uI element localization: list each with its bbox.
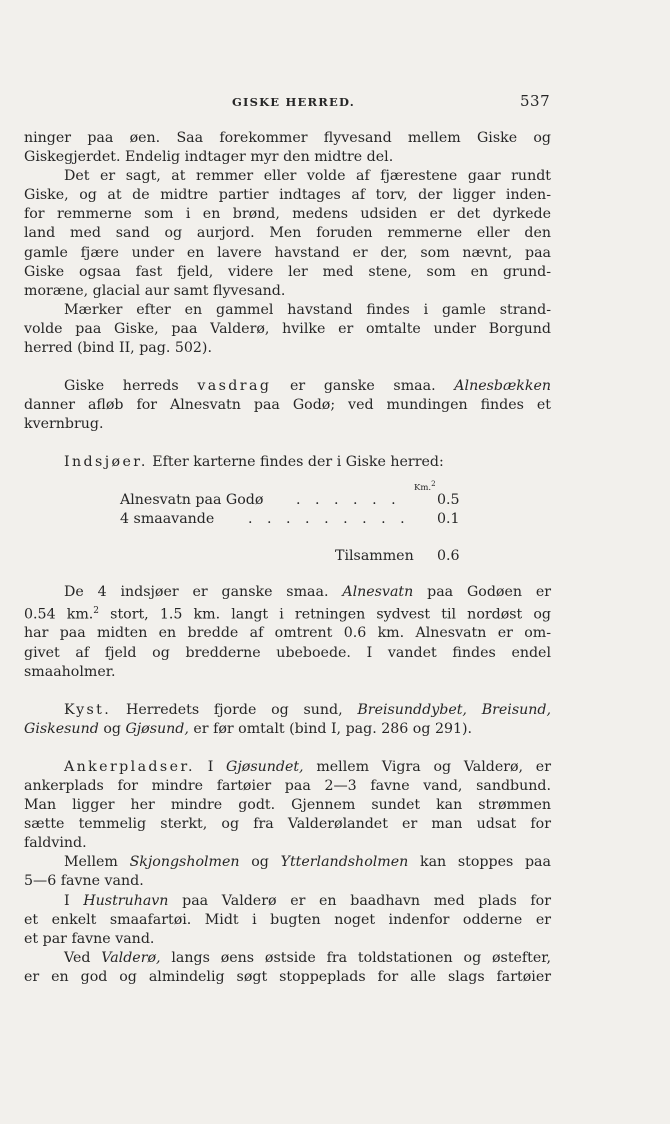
text-line: Det er sagt, at remmer eller volde af fjærestene gaar rundt	[64, 168, 551, 185]
paragraph-hustruhavn	[24, 892, 551, 949]
text-line: smaaholmer.	[24, 663, 116, 680]
running-title: GISKE HERRED.	[232, 95, 355, 109]
text-run: kan stoppes paa	[419, 854, 551, 871]
spacer	[24, 358, 551, 377]
paragraph-ankerpladser	[24, 758, 551, 853]
text-run: 0.54 km.	[24, 606, 94, 623]
text-line	[24, 853, 551, 872]
text-line: danner afløb for Alnesvatn paa Godø; ved mundingen findes et	[24, 397, 551, 414]
text-run: langs øens østside fra toldstationen og østefter,	[171, 949, 552, 966]
paragraph-lakes	[24, 583, 551, 682]
table-total-label: Tilsammen	[335, 547, 414, 564]
text-run: Giske herreds	[64, 378, 179, 395]
spacer	[24, 739, 551, 758]
section-keyword: Kyst.	[64, 701, 112, 718]
text-run: paa Godøen er	[427, 583, 552, 600]
text-line: et par favne vand.	[24, 930, 155, 947]
text-run: mellem Vigra og Valderø, er	[316, 758, 551, 775]
text-line: gamle fjære under en lavere havstand er der, som nævnt, paa	[24, 244, 551, 261]
paragraph-vasdrag	[24, 377, 551, 434]
place-name: Alnesvatn	[342, 583, 414, 600]
text-line: Man ligger her mindre godt. Gjennem sundet kan strømmen	[24, 797, 551, 814]
text-line	[24, 949, 551, 968]
text-line	[24, 377, 551, 396]
text-run: paa Valderø er en baadhavn med plads for	[182, 892, 552, 909]
text-run: stort, 1.5 km. langt i retningen sydvest til nordøst og	[110, 606, 551, 623]
text-line: 5—6 favne vand.	[24, 873, 144, 890]
section-keyword: vasdrag	[197, 378, 272, 395]
text-run: er ganske smaa.	[289, 378, 436, 395]
place-name: Ytterlandsholmen	[280, 854, 409, 871]
lakes-table	[24, 473, 551, 583]
place-name: Valderø,	[101, 949, 161, 966]
paragraph-valdero	[24, 949, 551, 987]
text-run: og	[251, 854, 269, 871]
text-line: faldvind.	[24, 835, 87, 852]
place-name: Gjøsund,	[125, 720, 189, 737]
text-line: Giske, og at de midtre partier indtages af torv, der ligger inden-	[24, 187, 551, 204]
text-line: kvernbrug.	[24, 416, 104, 433]
paragraph-2	[24, 167, 551, 301]
text-line: har paa midten en bredde af omtrent 0.6 km. Alnesvatn er om-	[24, 625, 551, 642]
text-line: et enkelt smaafartøi. Midt i bugten noget indenfor odderne er	[24, 911, 551, 928]
text-line	[24, 758, 551, 777]
section-keyword: Ankerpladser.	[64, 758, 195, 775]
text-line: givet af fjeld og bredderne ubeboede. I vandet findes endel	[24, 644, 551, 661]
place-name: Breisunddybet,	[357, 701, 467, 718]
place-name: Hustruhavn	[83, 892, 169, 909]
text-line: volde paa Giske, paa Valderø, hvilke er omtalte under Borgund	[24, 320, 551, 337]
unit-header: Km.$^2$	[414, 478, 436, 493]
text-run: og	[103, 720, 121, 737]
text-line: sætte temmelig sterkt, og fra Valderølandet er man udsat for	[24, 816, 551, 833]
paragraph-1	[24, 129, 551, 167]
text-run: er før omtalt (bind I, pag. 286 og 291).	[193, 720, 473, 737]
body-text	[24, 129, 551, 987]
table-row-name: Alnesvatn paa Godø	[120, 491, 264, 508]
place-name: Skjongsholmen	[129, 854, 240, 871]
text-line: for remmerne som i en brønd, medens udsiden er det dyrkede	[24, 206, 551, 223]
table-row-dots: . . . . . .	[296, 491, 401, 508]
text-line: Mærker efter en gammel havstand findes i gamle strand-	[64, 301, 551, 318]
text-run: Ved	[64, 949, 91, 966]
table-row-value: 0.1	[437, 510, 460, 527]
table-row-dots: . . . . . . . . .	[248, 510, 410, 527]
text-line	[24, 583, 551, 602]
text-line	[24, 453, 551, 472]
text-line: land med sand og aurjord. Men foruden remmerne eller den	[24, 225, 551, 242]
text-line: ninger paa øen. Saa forekommer flyvesand mellem Giske og	[24, 130, 551, 146]
table-row-name: 4 smaavande	[120, 510, 215, 527]
paragraph-indsjoer	[24, 453, 551, 472]
spacer	[24, 682, 551, 701]
text-line: herred (bind II, pag. 502).	[24, 340, 212, 357]
table-total-value: 0.6	[437, 547, 460, 564]
text-line: er en god og almindelig søgt stoppeplads for alle slags fartøier	[24, 968, 551, 985]
text-run: I	[64, 892, 70, 909]
text-run: Herredets fjorde og sund,	[125, 701, 343, 718]
spacer	[24, 434, 551, 453]
text-line	[24, 720, 551, 739]
text-run: Efter karterne findes der i Giske herred:	[152, 454, 444, 471]
text-line	[24, 701, 551, 720]
paragraph-kyst	[24, 701, 551, 739]
paragraph-3	[24, 301, 551, 358]
text-line: moræne, glacial aur samt flyvesand.	[24, 282, 286, 299]
text-run: Mellem	[64, 854, 118, 871]
text-line: Giskegjerdet. Endelig indtager myr den midtre del.	[24, 149, 394, 166]
text-line	[24, 892, 551, 911]
text-run: De 4 indsjøer er ganske smaa.	[64, 583, 329, 600]
text-line: Giske ogsaa fast fjeld, videre ler med stene, som en grund-	[24, 263, 551, 280]
superscript: 2	[93, 605, 100, 616]
page-header	[0, 92, 670, 114]
paragraph-holmer	[24, 853, 551, 891]
text-run: I	[207, 758, 214, 775]
section-keyword: Indsjøer.	[64, 454, 148, 471]
place-name: Breisund,	[481, 701, 551, 718]
page-number: 537	[520, 92, 551, 110]
text-line: ankerplads for mindre fartøier paa 2—3 favne vand, sandbund.	[24, 777, 551, 794]
table-row-value: 0.5	[437, 491, 460, 508]
text-line	[24, 602, 551, 625]
place-name: Gjøsundet,	[226, 758, 304, 775]
place-name: Giskesund	[24, 720, 99, 737]
place-name: Alnesbækken	[454, 378, 552, 395]
